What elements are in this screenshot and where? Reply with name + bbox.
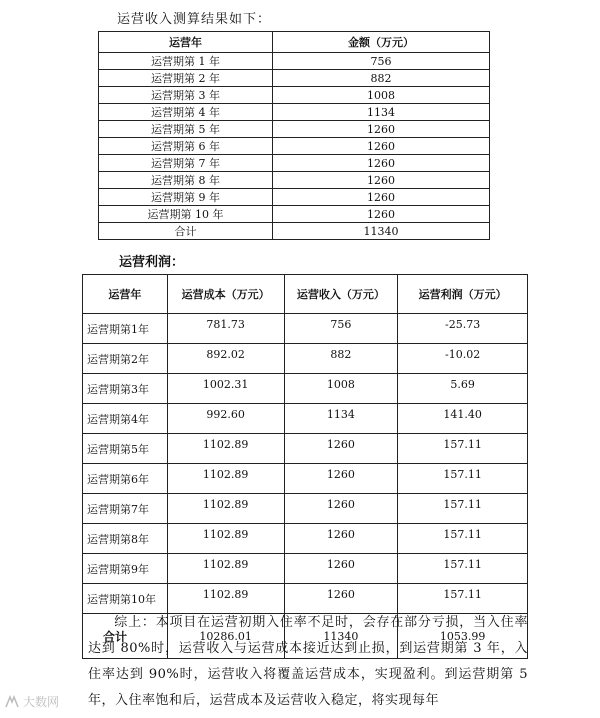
table-row: [83, 344, 528, 374]
cell: 运营期第 2 年: [99, 70, 273, 87]
table-row: [83, 434, 528, 464]
table-row: [99, 138, 490, 155]
table-row: [83, 374, 528, 404]
cell: 1260: [273, 121, 490, 138]
cell: 157.11: [398, 584, 528, 614]
cell: 1134: [273, 104, 490, 121]
cell: 运营期第9年: [83, 554, 168, 584]
column-header: 运营年: [83, 275, 168, 314]
cell: 756: [284, 314, 398, 344]
cell: 141.40: [398, 404, 528, 434]
cell: 1102.89: [167, 524, 284, 554]
table-row: [99, 155, 490, 172]
cell: 运营期第6年: [83, 464, 168, 494]
column-header: 金额（万元）: [273, 32, 490, 53]
table-row: [99, 189, 490, 206]
cell: 157.11: [398, 434, 528, 464]
cell: 756: [273, 53, 490, 70]
cell: 1260: [273, 172, 490, 189]
cell: 992.60: [167, 404, 284, 434]
cell: 1260: [273, 206, 490, 223]
table-row: [99, 206, 490, 223]
cell: 1260: [273, 189, 490, 206]
cell: 1260: [284, 524, 398, 554]
cell: 运营期第3年: [83, 374, 168, 404]
cell: 157.11: [398, 494, 528, 524]
table-row: [83, 464, 528, 494]
cell: 10286.01: [167, 614, 284, 659]
cell: 运营期第5年: [83, 434, 168, 464]
cell: 运营期第 8 年: [99, 172, 273, 189]
cell: 892.02: [167, 344, 284, 374]
column-header: 运营利润（万元）: [398, 275, 528, 314]
cell: 合计: [83, 614, 168, 659]
cell: 1008: [273, 87, 490, 104]
cell: 1102.89: [167, 494, 284, 524]
cell: 157.11: [398, 464, 528, 494]
cell: 882: [284, 344, 398, 374]
cell: 运营期第 6 年: [99, 138, 273, 155]
cell: 5.69: [398, 374, 528, 404]
cell: 11340: [273, 223, 490, 240]
cell: 1260: [284, 434, 398, 464]
summary-text: 综上：本项目在运营初期入住率不足时，会存在部分亏损，当入住率达到 80%时，运营收入与运营成本接近达到止损，到运营期第 3 年，入住率达到 90%时，运营收入将覆盖运营成本，实现盈利。到运营期第 5 年，入住率饱和后，运营成本及运营收入稳定，将实现每年: [88, 615, 528, 708]
cell: 1260: [284, 584, 398, 614]
cell: 运营期第 7 年: [99, 155, 273, 172]
cell: 11340: [284, 614, 398, 659]
cell: 1260: [284, 554, 398, 584]
table-row: [99, 172, 490, 189]
table-row: [83, 404, 528, 434]
column-header: 运营年: [99, 32, 273, 53]
cell: 157.11: [398, 554, 528, 584]
table-row: [99, 121, 490, 138]
table-row: [99, 53, 490, 70]
cell: 1102.89: [167, 434, 284, 464]
cell: -10.02: [398, 344, 528, 374]
table-row: [83, 584, 528, 614]
table-row: [83, 314, 528, 344]
cell: 1260: [284, 494, 398, 524]
table-row: [83, 554, 528, 584]
cell: 运营期第 1 年: [99, 53, 273, 70]
table-row: [99, 104, 490, 121]
cell: 运营期第1年: [83, 314, 168, 344]
cell: 运营期第2年: [83, 344, 168, 374]
cell: 1102.89: [167, 554, 284, 584]
column-header: 运营收入（万元）: [284, 275, 398, 314]
cell: 运营期第 4 年: [99, 104, 273, 121]
table-row: [83, 524, 528, 554]
cell: 1260: [273, 138, 490, 155]
table-row: [83, 494, 528, 524]
table-header-row: [99, 32, 490, 53]
cell: 运营期第 5 年: [99, 121, 273, 138]
section-title: 运营利润：: [119, 255, 185, 270]
cell: 合计: [99, 223, 273, 240]
cell: 1102.89: [167, 464, 284, 494]
cell: 1102.89: [167, 584, 284, 614]
table-header-row: [83, 275, 528, 314]
summary-paragraph: [88, 610, 528, 714]
cell: 1002.31: [167, 374, 284, 404]
column-header: 运营成本（万元）: [167, 275, 284, 314]
cell: 1134: [284, 404, 398, 434]
cell: 1260: [273, 155, 490, 172]
profit-table: [82, 274, 528, 659]
revenue-table: [98, 31, 490, 240]
cell: 运营期第8年: [83, 524, 168, 554]
watermark: [4, 693, 59, 710]
cell: 781.73: [167, 314, 284, 344]
table-row: [99, 70, 490, 87]
cell: 运营期第7年: [83, 494, 168, 524]
cell: 882: [273, 70, 490, 87]
cell: 运营期第 9 年: [99, 189, 273, 206]
table-total-row: [99, 223, 490, 240]
cell: 157.11: [398, 524, 528, 554]
cell: 1260: [284, 464, 398, 494]
cell: 运营期第 10 年: [99, 206, 273, 223]
cell: 运营期第4年: [83, 404, 168, 434]
watermark-text: 大数网: [23, 695, 60, 709]
cell: 1008: [284, 374, 398, 404]
table-row: [99, 87, 490, 104]
cell: 运营期第 3 年: [99, 87, 273, 104]
cell: -25.73: [398, 314, 528, 344]
cell: 1053.99: [398, 614, 528, 659]
intro-text: 运营收入测算结果如下：: [117, 12, 272, 27]
cell: 运营期第10年: [83, 584, 168, 614]
watermark-logo-icon: [4, 695, 20, 709]
